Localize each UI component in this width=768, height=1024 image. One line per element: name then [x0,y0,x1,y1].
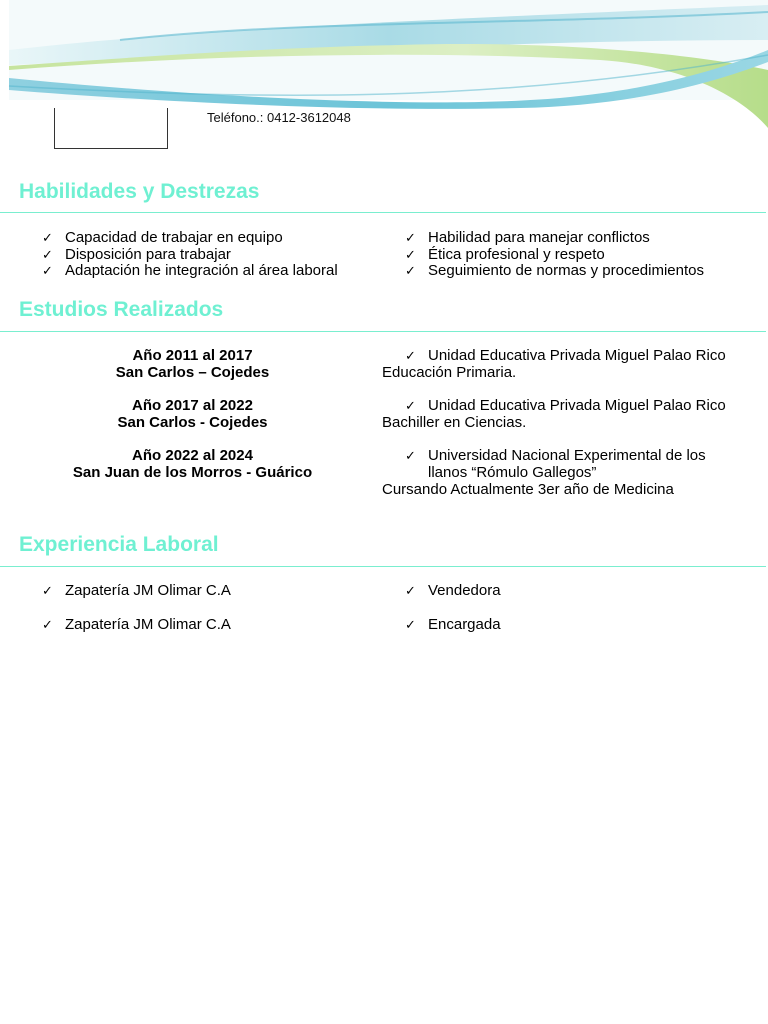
section-divider [0,566,766,567]
section-title-experience: Experiencia Laboral [19,533,219,556]
section-divider [0,331,766,332]
list-item: ✓ Disposición para trabajar [42,245,231,263]
checkmark-icon: ✓ [405,230,416,245]
checkmark-icon: ✓ [42,246,53,262]
list-item: ✓ Habilidad para manejar conflictos [405,229,650,246]
education-entry: ✓ Unidad Educativa Privada Miguel Palao Rico Bachiller en Ciencias. [382,397,726,431]
list-item: ✓ Ética profesional y respeto [405,245,605,263]
skills-left-list [42,230,338,280]
list-item: ✓ Seguimiento de normas y procedimientos [405,262,704,279]
education-entry: ✓ Unidad Educativa Privada Miguel Palao Rico Educación Primaria. [382,347,726,381]
checkmark-icon: ✓ [405,398,416,413]
checkmark-icon: ✓ [405,246,416,262]
list-item: ✓ Vendedora [405,582,501,599]
skills-right-list [405,230,704,280]
phone-number: Teléfono.: 0412-3612048 [207,110,351,125]
education-period: Año 2022 al 2024 San Juan de los Morros - Guárico [72,447,313,481]
section-title-education: Estudios Realizados [19,298,224,321]
education-period: Año 2011 al 2017 San Carlos – Cojedes [115,347,270,381]
experience-companies [42,583,231,633]
photo-frame [54,108,168,149]
checkmark-icon: ✓ [405,348,416,363]
list-item: ✓ Adaptación he integración al área laboral [42,262,338,279]
checkmark-icon: ✓ [42,263,53,278]
checkmark-icon: ✓ [405,583,416,598]
list-item: ✓ Zapatería JM Olimar C.A [42,582,231,599]
checkmark-icon: ✓ [42,616,53,632]
list-item: ✓ Encargada [405,615,501,633]
education-entry: ✓ Universidad Nacional Experimental de los llanos “Rómulo Gallegos” Cursando Actualmente 3er año de Medicina [382,447,706,498]
checkmark-icon: ✓ [405,263,416,278]
education-period: Año 2017 al 2022 San Carlos - Cojedes [117,397,268,431]
checkmark-icon: ✓ [42,230,53,245]
checkmark-icon: ✓ [405,448,416,463]
checkmark-icon: ✓ [405,616,416,632]
checkmark-icon: ✓ [42,583,53,598]
experience-roles [405,583,501,633]
list-item: ✓ Zapatería JM Olimar C.A [42,615,231,633]
section-divider [0,212,766,213]
list-item: ✓ Capacidad de trabajar en equipo [42,229,283,246]
section-title-skills: Habilidades y Destrezas [19,180,260,203]
